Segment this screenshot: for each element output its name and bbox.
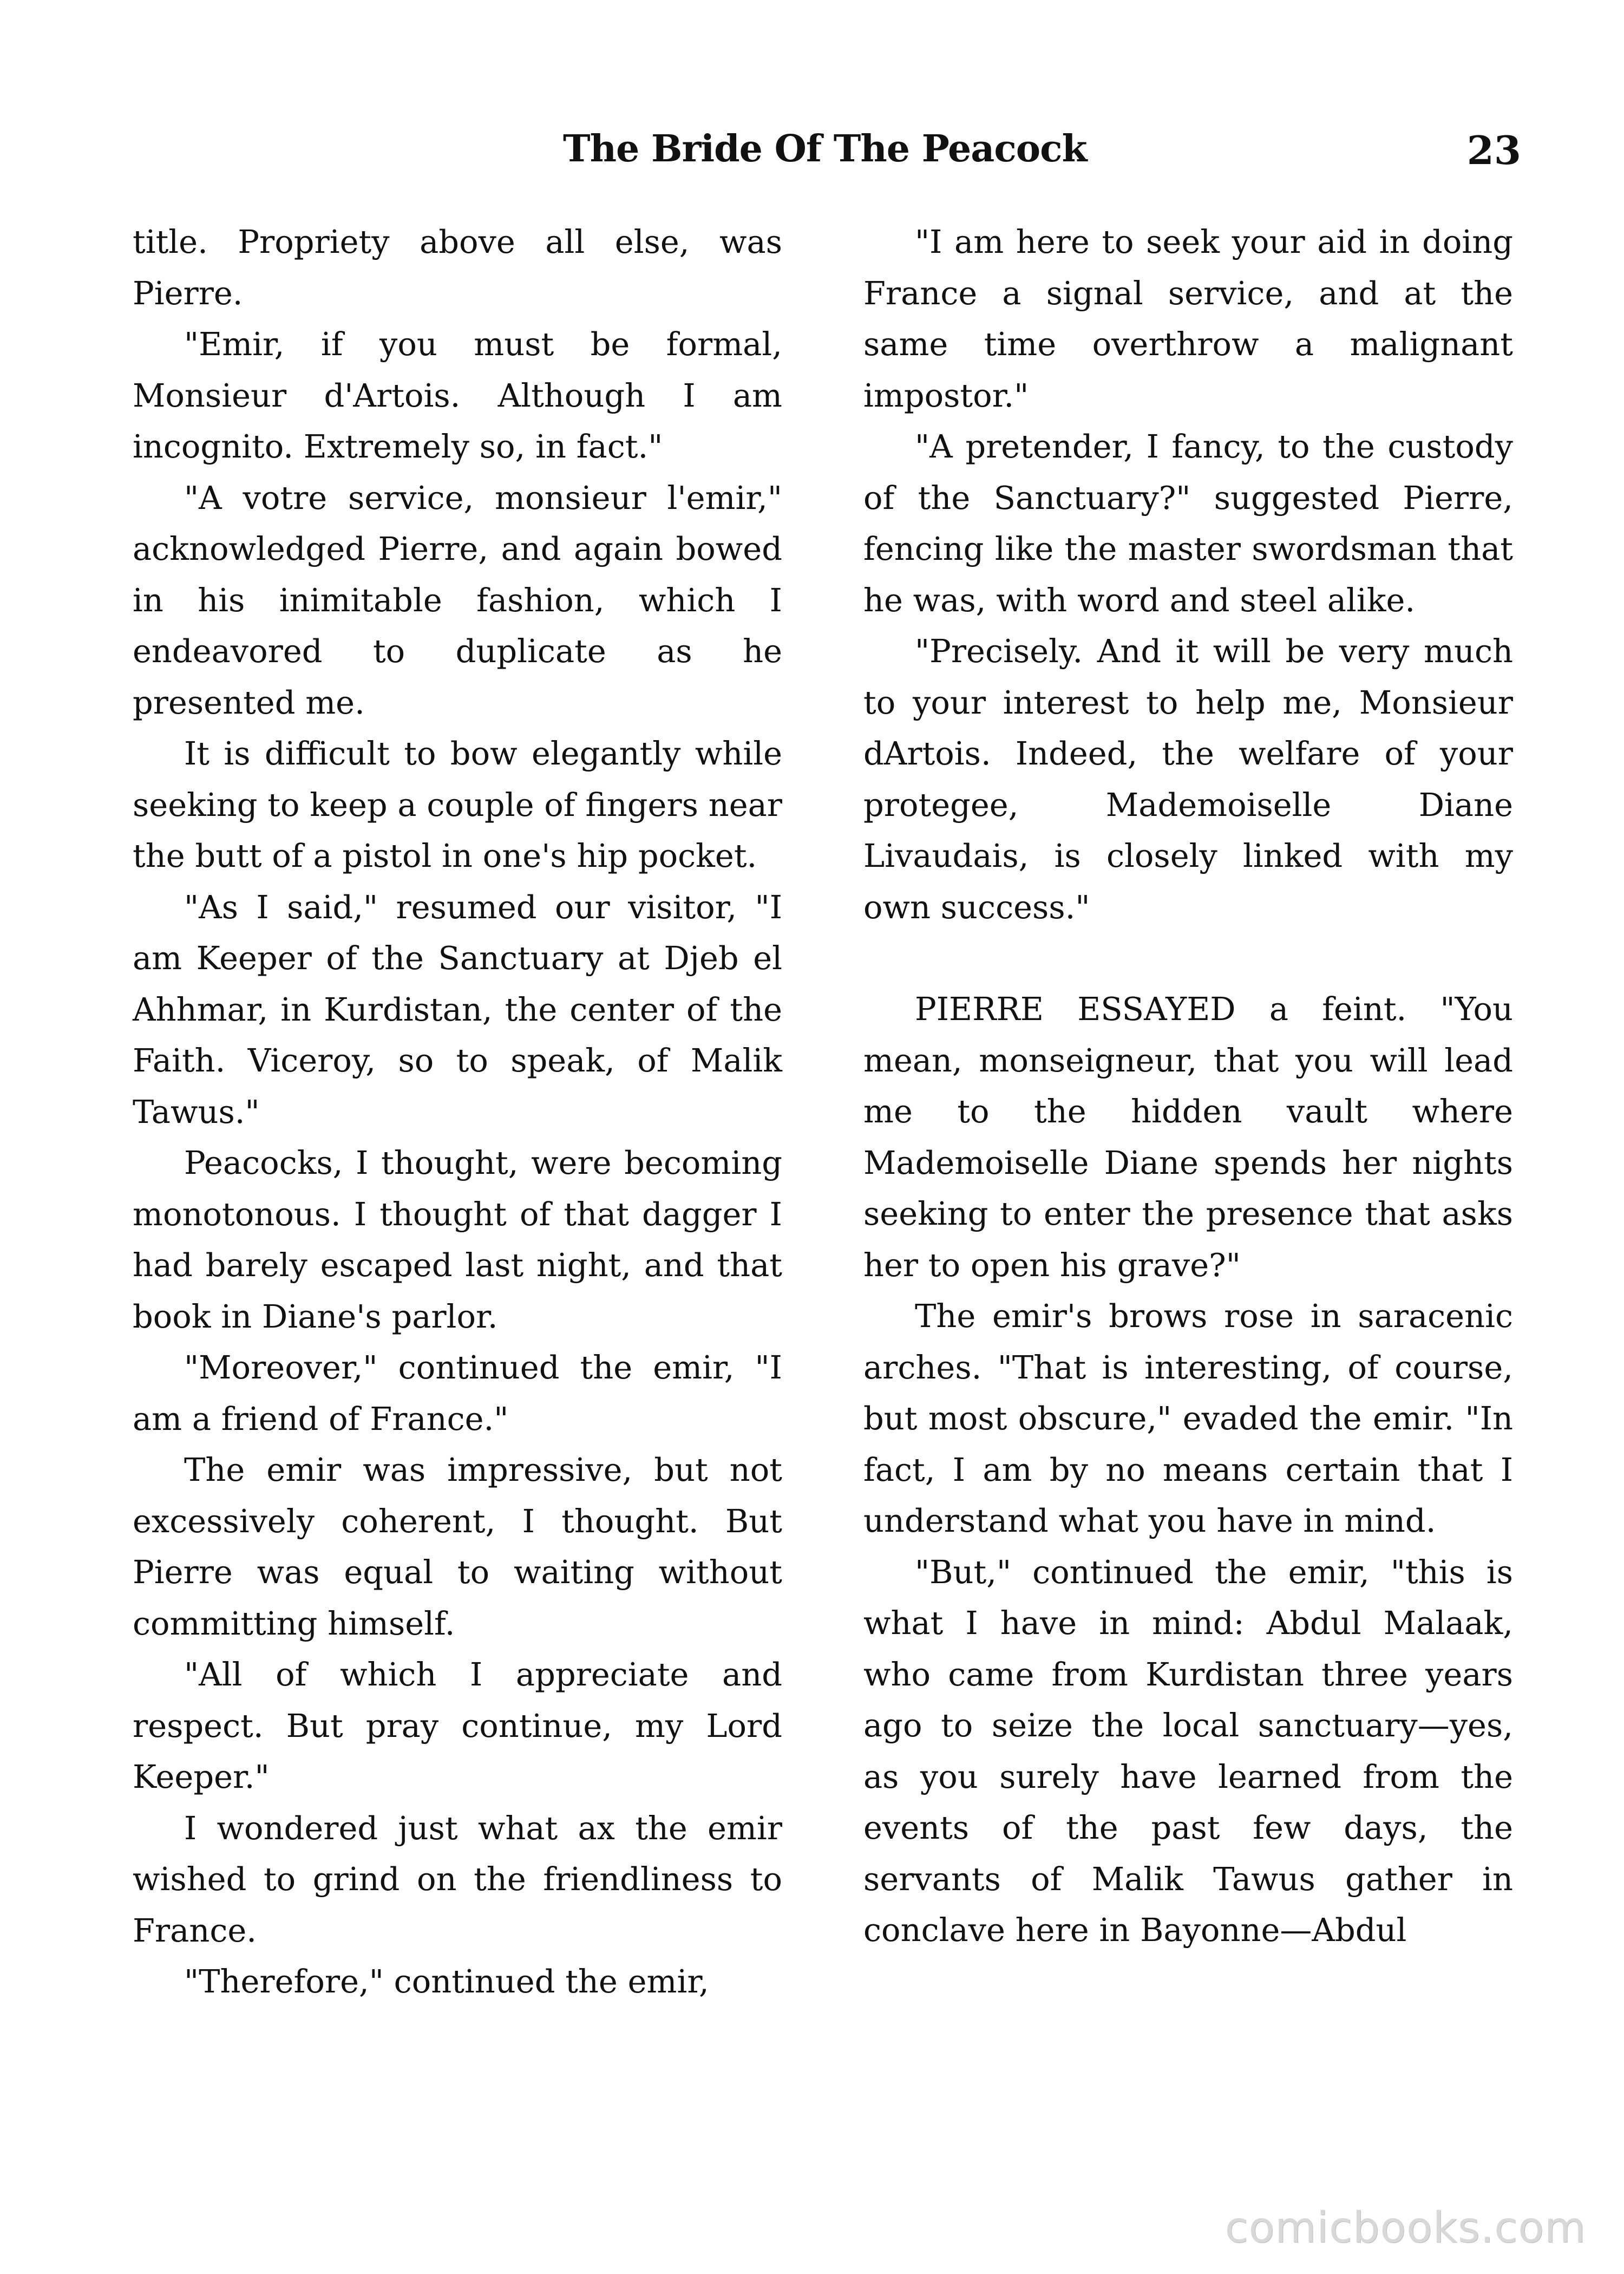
paragraph: "Precisely. And it will be very much to your interest to help me, Monsieur dArtois. Indeed, the welfare of your protegee, Mademoiselle Diane Livaudais, is closely linked with my own success." <box>863 632 1513 926</box>
paragraph: The emir's brows rose in saracenic arches. "That is interesting, of course, but most obscure," evaded the emir. "In fact, I am by no means certain that I understand what you have in mind. <box>863 1297 1513 1539</box>
right-text-column <box>863 217 1513 1956</box>
paragraph: "But," continued the emir, "this is what I have in mind: Abdul Malaak, who came from Kurdistan three years ago to seize the local sanctuary—yes, as you surely have learned from the events of the past few days, the servants of Malik Tawus gather in conclave here in Bayonne—Abdul <box>863 1553 1513 1949</box>
paragraph: "A pretender, I fancy, to the custody of the Sanctuary?" suggested Pierre, fencing like the master swordsman that he was, with word and steel alike. <box>863 428 1513 619</box>
paragraph: "All of which I appreciate and respect. But pray continue, my Lord Keeper." <box>133 1656 782 1795</box>
paragraph: "A votre service, monsieur l'emir," acknowledged Pierre, and again bowed in his inimitable fashion, which I endeavored to duplicate as he presented me. <box>133 479 782 721</box>
running-title: The Bride Of The Peacock <box>563 127 1087 171</box>
paragraph: "Emir, if you must be formal, Monsieur d'Artois. Although I am incognito. Extremely so, in fact." <box>133 325 782 465</box>
page-number: 23 <box>1466 127 1521 173</box>
paragraph: "Therefore," continued the emir, <box>184 1963 709 2000</box>
paragraph: "Moreover," continued the emir, "I am a friend of France." <box>133 1349 782 1437</box>
paragraph: Peacocks, I thought, were becoming monotonous. I thought of that dagger I had barely escaped last night, and that book in Diane's parlor. <box>133 1144 782 1335</box>
site-watermark: comicbooks.com <box>1224 2204 1586 2252</box>
running-header <box>563 127 1521 187</box>
paragraph: title. Propriety above all else, was Pierre. <box>133 223 782 312</box>
paragraph: I wondered just what ax the emir wished to grind on the friendliness to France. <box>133 1809 782 1949</box>
section-break-paragraph: PIERRE ESSAYED a feint. "You mean, monseigneur, that you will lead me to the hidden vault where Mademoiselle Diane spends her nights seeking to enter the presence that asks her to open his grave?" <box>863 990 1513 1284</box>
paragraph: It is difficult to bow elegantly while seeking to keep a couple of fingers near the butt of a pistol in one's hip pocket. <box>133 735 782 874</box>
left-text-column <box>133 217 782 2008</box>
paragraph: "I am here to seek your aid in doing France a signal service, and at the same time overthrow a malignant impostor." <box>863 223 1513 414</box>
paragraph: The emir was impressive, but not excessively coherent, I thought. But Pierre was equal to waiting without committing himself. <box>133 1451 782 1642</box>
paragraph: "As I said," resumed our visitor, "I am Keeper of the Sanctuary at Djeb el Ahhmar, in Kurdistan, the center of the Faith. Viceroy, so to speak, of Malik Tawus." <box>133 888 782 1131</box>
